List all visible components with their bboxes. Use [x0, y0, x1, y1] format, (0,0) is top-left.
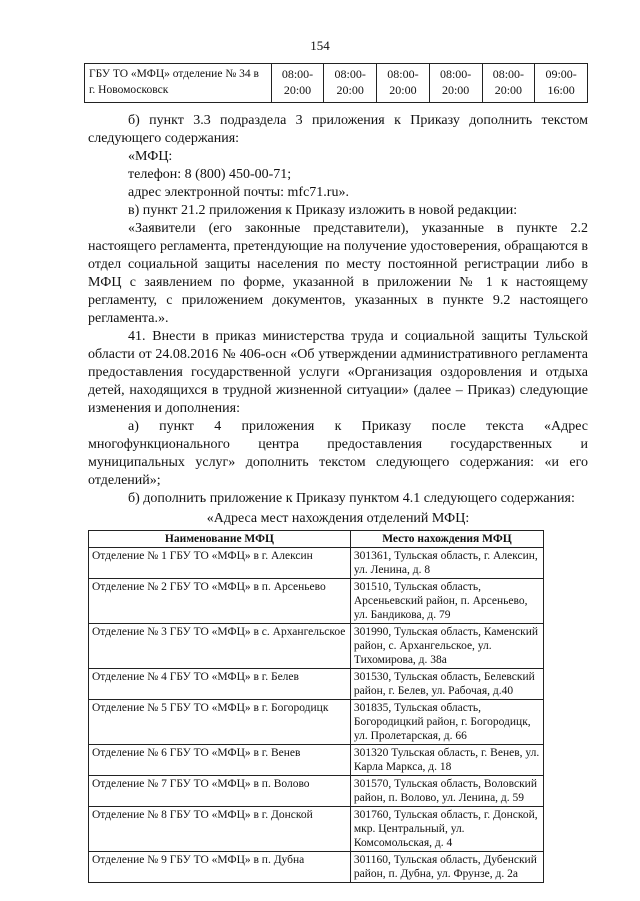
office-name: Отделение № 7 ГБУ ТО «МФЦ» в п. Волово [89, 776, 351, 807]
office-address: 301160, Тульская область, Дубенский район, п. Дубна, ул. Фрунзе, д. 2а [350, 852, 543, 883]
paragraph-v-21-2: в) пункт 21.2 приложения к Приказу изложить в новой редакции: [128, 203, 518, 218]
paragraph-b-4-1: б) дополнить приложение к Приказу пунктом 4.1 следующего содержания: [128, 491, 575, 506]
paragraph-41: 41. Внести в приказ министерства труда и социальной защиты Тульской области от 24.08.2016 № 406-осн «Об утверждении административного регламента предоставления государственной услуги «Организация оздоровления и отдыха детей, находящихся в трудной жизненной ситуации» (далее – Приказ) следующие изменения и дополнения: [88, 329, 588, 416]
office-address: 301570, Тульская область, Воловский район, п. Волово, ул. Ленина, д. 59 [350, 776, 543, 807]
office-address: 301835, Тульская область, Богородицкий район, г. Богородицк, ул. Пролетарская, д. 66 [350, 700, 543, 745]
paragraph-email: адрес электронной почты: mfc71.ru». [128, 185, 349, 200]
table-row [89, 700, 544, 745]
address-table [88, 530, 544, 883]
office-address: 301510, Тульская область, Арсеньевский район, п. Арсеньево, ул. Бандикова, д. 79 [350, 579, 543, 624]
office-name: Отделение № 3 ГБУ ТО «МФЦ» в с. Архангельское [89, 624, 351, 669]
table-row [89, 579, 544, 624]
header-location: Место нахождения МФЦ [350, 531, 543, 548]
header-name: Наименование МФЦ [89, 531, 351, 548]
office-address: 301760, Тульская область, г. Донской, мкр. Центральный, ул. Комсомольская, д. 4 [350, 807, 543, 852]
paragraph-b-3-3: б) пункт 3.3 подраздела 3 приложения к Приказу дополнить текстом следующего содержания: [88, 113, 588, 146]
schedule-time-thu: 08:00-20:00 [429, 64, 482, 103]
office-name: Отделение № 5 ГБУ ТО «МФЦ» в г. Богородицк [89, 700, 351, 745]
table-row [89, 745, 544, 776]
schedule-time-mon: 08:00-20:00 [271, 64, 324, 103]
office-name: Отделение № 8 ГБУ ТО «МФЦ» в г. Донской [89, 807, 351, 852]
office-name: Отделение № 2 ГБУ ТО «МФЦ» в п. Арсеньево [89, 579, 351, 624]
document-body [88, 112, 588, 528]
paragraph-mfc-label: «МФЦ: [128, 149, 173, 164]
office-name: Отделение № 1 ГБУ ТО «МФЦ» в г. Алексин [89, 548, 351, 579]
office-address: 301361, Тульская область, г. Алексин, ул. Ленина, д. 8 [350, 548, 543, 579]
schedule-time-tue: 08:00-20:00 [324, 64, 377, 103]
table-row [89, 669, 544, 700]
paragraph-phone: телефон: 8 (800) 450-00-71; [128, 167, 292, 182]
table-row [89, 624, 544, 669]
table-row [89, 548, 544, 579]
schedule-time-sat: 09:00-16:00 [535, 64, 588, 103]
address-table-header [89, 531, 544, 548]
table-row [89, 776, 544, 807]
paragraph-applicants: «Заявители (его законные представители), указанные в пункте 2.2 настоящего регламента, претендующие на получение удостоверения, обращаются в отдел социальной защиты населения по месту постоянной регистрации либо в МФЦ с заявлением по форме, указанной в приложении № 1 к настоящему регламенту, с приложением документов, указанных в пункте 9.2 настоящего регламента.». [88, 221, 588, 326]
office-name: Отделение № 4 ГБУ ТО «МФЦ» в г. Белев [89, 669, 351, 700]
office-address: 301530, Тульская область, Белевский район, г. Белев, ул. Рабочая, д.40 [350, 669, 543, 700]
office-address: 301990, Тульская область, Каменский район, с. Архангельское, ул. Тихомирова, д. 38а [350, 624, 543, 669]
schedule-time-fri: 08:00-20:00 [482, 64, 535, 103]
page-number: 154 [310, 38, 330, 53]
office-name: Отделение № 6 ГБУ ТО «МФЦ» в г. Венев [89, 745, 351, 776]
table-row [89, 807, 544, 852]
paragraph-a-4: а) пункт 4 приложения к Приказу после текста «Адрес многофункционального центра предоставления государственных и муниципальных услуг» дополнить текстом следующего содержания: «и его отделений»; [88, 419, 588, 488]
address-table-title: «Адреса мест нахождения отделений МФЦ: [206, 511, 470, 526]
schedule-table [84, 63, 588, 103]
schedule-row [85, 64, 588, 103]
schedule-office-name: ГБУ ТО «МФЦ» отделение № 34 в г. Новомосковск [85, 64, 272, 103]
schedule-time-wed: 08:00-20:00 [377, 64, 430, 103]
office-name: Отделение № 9 ГБУ ТО «МФЦ» в п. Дубна [89, 852, 351, 883]
table-row [89, 852, 544, 883]
office-address: 301320 Тульская область, г. Венев, ул. Карла Маркса, д. 18 [350, 745, 543, 776]
